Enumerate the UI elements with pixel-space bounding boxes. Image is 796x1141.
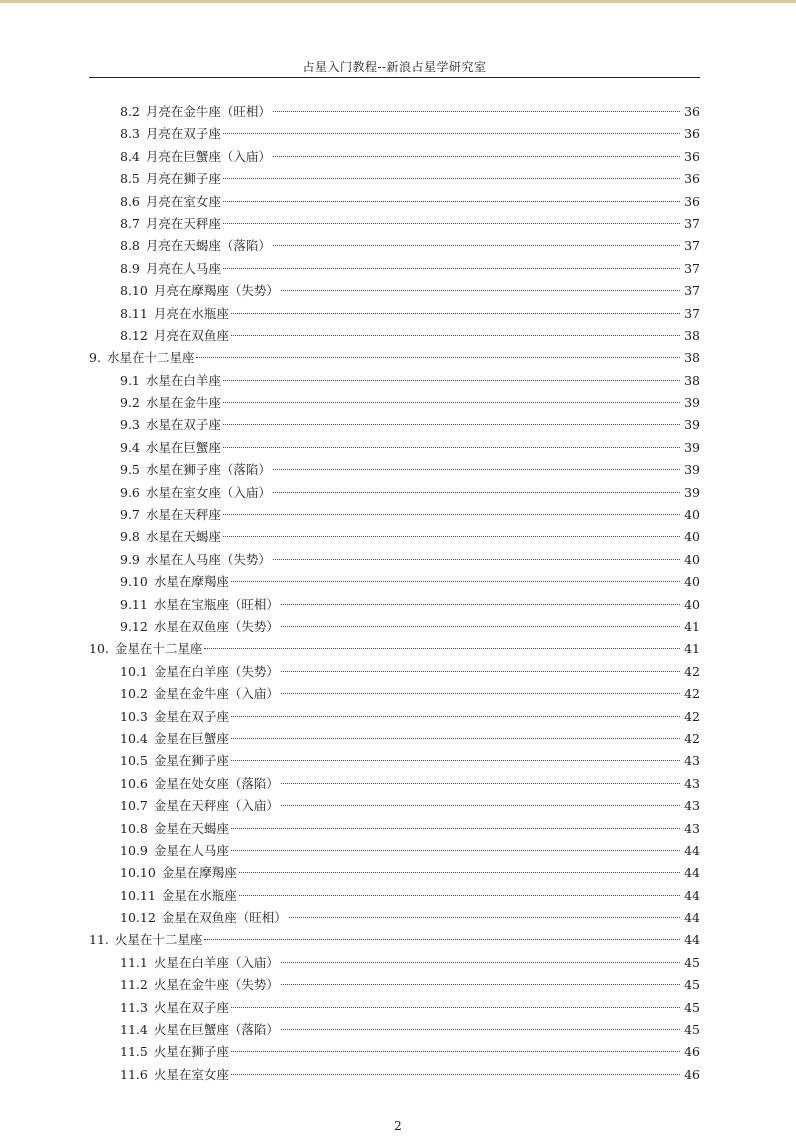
toc-section-entry[interactable] [89, 773, 700, 795]
toc-section-entry[interactable] [89, 1019, 700, 1041]
toc-entry-number: 8.7 [120, 215, 140, 231]
toc-entry-title: 水星在十二星座 [106, 350, 195, 366]
toc-entry-number: 9.2 [120, 395, 140, 411]
toc-entry-title: 火星在狮子座 [153, 1044, 229, 1060]
toc-section-entry[interactable] [89, 728, 700, 750]
toc-entry-title: 月亮在巨蟹座（入庙） [145, 148, 271, 164]
toc-entry-number: 9.9 [120, 551, 140, 567]
toc-entry-title: 月亮在天秤座 [145, 215, 221, 231]
toc-entry-title: 金星在人马座 [153, 842, 229, 858]
toc-dot-leader [281, 671, 680, 672]
toc-dot-leader [204, 939, 680, 940]
toc-entry-page: 44 [684, 910, 700, 926]
toc-entry-title: 水星在宝瓶座（旺相） [153, 596, 279, 612]
toc-entry-number: 11.5 [120, 1044, 148, 1060]
toc-dot-leader [281, 984, 680, 985]
toc-dot-leader [231, 828, 680, 829]
toc-dot-leader [281, 626, 680, 627]
toc-entry-number: 11.1 [120, 954, 148, 970]
toc-entry-number: 11.2 [120, 977, 148, 993]
toc-entry-number: 10. [89, 641, 109, 657]
toc-entry-number: 10.7 [120, 798, 148, 814]
toc-entry-page: 40 [684, 574, 700, 590]
toc-section-entry[interactable] [89, 437, 700, 459]
toc-dot-leader [196, 357, 680, 358]
toc-dot-leader [231, 1051, 680, 1052]
toc-section-entry[interactable] [89, 526, 700, 548]
toc-entry-page: 44 [684, 932, 700, 948]
toc-entry-page: 43 [684, 753, 700, 769]
toc-section-entry[interactable] [89, 952, 700, 974]
toc-section-entry[interactable] [89, 571, 700, 593]
toc-entry-title: 月亮在金牛座（旺相） [145, 104, 271, 119]
toc-dot-leader [281, 290, 680, 291]
toc-dot-leader [281, 783, 680, 784]
toc-entry-title: 金星在水瓶座 [161, 887, 237, 903]
toc-entry-number: 10.3 [120, 708, 148, 724]
toc-entry-title: 月亮在摩羯座（失势） [153, 283, 279, 299]
toc-section-entry[interactable] [89, 974, 700, 996]
toc-entry-page: 39 [684, 395, 700, 411]
toc-entry-page: 37 [684, 238, 700, 254]
toc-entry-number: 10.12 [120, 910, 156, 926]
toc-entry-number: 9.10 [120, 574, 148, 590]
toc-entry-number: 8.5 [120, 171, 140, 187]
toc-entry-title: 水星在室女座（入庙） [145, 484, 271, 500]
toc-entry-title: 火星在双子座 [153, 999, 229, 1015]
toc-chapter-entry[interactable] [89, 347, 700, 369]
toc-section-entry[interactable] [89, 258, 700, 280]
toc-entry-page: 44 [684, 865, 700, 881]
toc-section-entry[interactable] [89, 549, 700, 571]
toc-entry-number: 9.1 [120, 372, 140, 388]
toc-section-entry[interactable] [89, 706, 700, 728]
toc-dot-leader [273, 156, 680, 157]
toc-dot-leader [231, 335, 680, 336]
toc-entry-page: 36 [684, 171, 700, 187]
toc-entry-page: 36 [684, 148, 700, 164]
toc-entry-page: 39 [684, 439, 700, 455]
toc-dot-leader [231, 716, 680, 717]
toc-entry-number: 11. [89, 932, 109, 948]
toc-entry-page: 36 [684, 104, 700, 119]
toc-entry-number: 11.4 [120, 1022, 148, 1038]
toc-dot-leader [273, 111, 680, 112]
toc-entry-title: 水星在摩羯座 [153, 574, 229, 590]
toc-entry-title: 水星在天秤座 [145, 507, 221, 523]
toc-entry-number: 9.4 [120, 439, 140, 455]
header-divider [89, 77, 700, 78]
toc-entry-number: 9.6 [120, 484, 140, 500]
toc-entry-number: 8.9 [120, 260, 140, 276]
toc-entry-page: 46 [684, 1044, 700, 1060]
toc-section-entry[interactable] [89, 885, 700, 907]
toc-section-entry[interactable] [89, 683, 700, 705]
toc-dot-leader [239, 895, 680, 896]
toc-entry-number: 10.1 [120, 663, 148, 679]
toc-entry-page: 45 [684, 1022, 700, 1038]
toc-dot-leader [289, 917, 680, 918]
toc-entry-number: 10.11 [120, 887, 156, 903]
toc-entry-page: 45 [684, 954, 700, 970]
toc-entry-page: 42 [684, 663, 700, 679]
toc-entry-page: 38 [684, 350, 700, 366]
toc-entry-title: 金星在双子座 [153, 708, 229, 724]
toc-entry-title: 金星在处女座（落陷） [153, 775, 279, 791]
toc-entry-title: 金星在狮子座 [153, 753, 229, 769]
toc-section-entry[interactable] [89, 191, 700, 213]
toc-chapter-entry[interactable] [89, 929, 700, 951]
toc-section-entry[interactable] [89, 325, 700, 347]
toc-dot-leader [231, 738, 680, 739]
toc-dot-leader [231, 760, 680, 761]
toc-entry-page: 42 [684, 686, 700, 702]
toc-section-entry[interactable] [89, 414, 700, 436]
toc-section-entry[interactable] [89, 392, 700, 414]
toc-entry-title: 金星在双鱼座（旺相） [161, 910, 287, 926]
toc-section-entry[interactable] [89, 459, 700, 481]
toc-entry-number: 10.8 [120, 820, 148, 836]
toc-dot-leader [231, 1074, 680, 1075]
toc-dot-leader [204, 648, 680, 649]
toc-entry-number: 10.4 [120, 730, 148, 746]
toc-entry-title: 水星在双鱼座（失势） [153, 618, 279, 634]
toc-entry-page: 40 [684, 551, 700, 567]
toc-entry-title: 火星在金牛座（失势） [153, 977, 279, 993]
toc-dot-leader [223, 402, 680, 403]
toc-entry-page: 39 [684, 462, 700, 478]
toc-entry-number: 8.10 [120, 283, 148, 299]
toc-entry-page: 46 [684, 1066, 700, 1082]
toc-dot-leader [223, 380, 680, 381]
toc-dot-leader [223, 133, 680, 134]
toc-dot-leader [273, 469, 680, 470]
toc-entry-number: 10.6 [120, 775, 148, 791]
toc-entry-title: 月亮在室女座 [145, 193, 221, 209]
toc-entry-number: 10.10 [120, 865, 156, 881]
toc-entry-number: 11.6 [120, 1066, 148, 1082]
toc-entry-title: 水星在狮子座（落陷） [145, 462, 271, 478]
toc-dot-leader [223, 268, 680, 269]
toc-section-entry[interactable] [89, 168, 700, 190]
table-of-contents [89, 101, 700, 1086]
toc-section-entry[interactable] [89, 1064, 700, 1086]
toc-entry-title: 金星在白羊座（失势） [153, 663, 279, 679]
toc-dot-leader [273, 245, 680, 246]
toc-entry-number: 10.9 [120, 842, 148, 858]
toc-entry-title: 月亮在水瓶座 [153, 305, 229, 321]
toc-dot-leader [231, 850, 680, 851]
toc-section-entry[interactable] [89, 907, 700, 929]
toc-entry-number: 9.3 [120, 417, 140, 433]
toc-entry-page: 43 [684, 820, 700, 836]
toc-section-entry[interactable] [89, 235, 700, 257]
toc-entry-title: 水星在金牛座 [145, 395, 221, 411]
toc-entry-title: 水星在巨蟹座 [145, 439, 221, 455]
toc-entry-page: 42 [684, 708, 700, 724]
toc-dot-leader [231, 313, 680, 314]
toc-entry-title: 金星在十二星座 [114, 641, 203, 657]
toc-entry-title: 月亮在双子座 [145, 126, 221, 142]
toc-entry-title: 火星在白羊座（入庙） [153, 954, 279, 970]
toc-section-entry[interactable] [89, 818, 700, 840]
toc-entry-title: 金星在摩羯座 [161, 865, 237, 881]
toc-entry-number: 9.8 [120, 529, 140, 545]
toc-entry-title: 金星在巨蟹座 [153, 730, 229, 746]
toc-entry-page: 43 [684, 798, 700, 814]
toc-entry-page: 40 [684, 529, 700, 545]
toc-entry-number: 8.12 [120, 327, 148, 343]
page-number: 2 [394, 1119, 402, 1133]
toc-entry-title: 金星在天秤座（入庙） [153, 798, 279, 814]
toc-dot-leader [223, 201, 680, 202]
toc-dot-leader [281, 962, 680, 963]
toc-entry-page: 37 [684, 215, 700, 231]
toc-entry-title: 月亮在天蝎座（落陷） [145, 238, 271, 254]
toc-entry-number: 9.12 [120, 618, 148, 634]
toc-dot-leader [223, 178, 680, 179]
toc-dot-leader [223, 536, 680, 537]
toc-entry-page: 44 [684, 842, 700, 858]
top-decorative-rule [0, 0, 796, 3]
toc-dot-leader [223, 447, 680, 448]
toc-entry-number: 9. [89, 350, 101, 366]
toc-entry-page: 45 [684, 999, 700, 1015]
toc-dot-leader [239, 872, 680, 873]
toc-entry-page: 43 [684, 775, 700, 791]
toc-entry-page: 39 [684, 417, 700, 433]
toc-section-entry[interactable] [89, 1041, 700, 1063]
toc-entry-title: 水星在白羊座 [145, 372, 221, 388]
toc-section-entry[interactable] [89, 750, 700, 772]
toc-entry-number: 8.4 [120, 148, 140, 164]
toc-section-entry[interactable] [89, 101, 700, 123]
toc-entry-page: 45 [684, 977, 700, 993]
toc-entry-number: 8.3 [120, 126, 140, 142]
toc-section-entry[interactable] [89, 616, 700, 638]
toc-entry-page: 40 [684, 596, 700, 612]
toc-entry-number: 8.8 [120, 238, 140, 254]
toc-section-entry[interactable] [89, 482, 700, 504]
toc-entry-page: 37 [684, 283, 700, 299]
toc-entry-title: 月亮在双鱼座 [153, 327, 229, 343]
toc-entry-number: 8.2 [120, 104, 140, 119]
toc-entry-number: 9.7 [120, 507, 140, 523]
toc-dot-leader [231, 1007, 680, 1008]
toc-section-entry[interactable] [89, 840, 700, 862]
toc-section-entry[interactable] [89, 213, 700, 235]
toc-section-entry[interactable] [89, 280, 700, 302]
toc-entry-number: 10.2 [120, 686, 148, 702]
toc-section-entry[interactable] [89, 303, 700, 325]
toc-section-entry[interactable] [89, 370, 700, 392]
toc-entry-title: 火星在室女座 [153, 1066, 229, 1082]
toc-entry-page: 42 [684, 730, 700, 746]
toc-entry-title: 月亮在狮子座 [145, 171, 221, 187]
toc-entry-page: 38 [684, 327, 700, 343]
toc-dot-leader [281, 805, 680, 806]
toc-entry-page: 39 [684, 484, 700, 500]
toc-dot-leader [281, 693, 680, 694]
toc-dot-leader [281, 604, 680, 605]
toc-entry-number: 9.5 [120, 462, 140, 478]
toc-entry-page: 44 [684, 887, 700, 903]
toc-entry-number: 11.3 [120, 999, 148, 1015]
toc-section-entry[interactable] [89, 594, 700, 616]
toc-entry-title: 金星在金牛座（入庙） [153, 686, 279, 702]
toc-entry-page: 41 [684, 641, 700, 657]
toc-section-entry[interactable] [89, 862, 700, 884]
toc-entry-page: 37 [684, 260, 700, 276]
toc-entry-page: 37 [684, 305, 700, 321]
toc-entry-title: 金星在天蝎座 [153, 820, 229, 836]
toc-entry-title: 水星在双子座 [145, 417, 221, 433]
toc-section-entry[interactable] [89, 123, 700, 145]
toc-entry-title: 月亮在人马座 [145, 260, 221, 276]
toc-entry-page: 38 [684, 372, 700, 388]
toc-dot-leader [273, 492, 680, 493]
toc-entry-number: 9.11 [120, 596, 148, 612]
toc-entry-number: 10.5 [120, 753, 148, 769]
toc-entry-title: 水星在天蝎座 [145, 529, 221, 545]
toc-section-entry[interactable] [89, 795, 700, 817]
toc-section-entry[interactable] [89, 504, 700, 526]
toc-entry-title: 水星在人马座（失势） [145, 551, 271, 567]
toc-chapter-entry[interactable] [89, 638, 700, 660]
page-header-title: 占星入门教程--新浪占星学研究室 [302, 60, 487, 74]
toc-section-entry[interactable] [89, 146, 700, 168]
toc-dot-leader [231, 581, 680, 582]
toc-entry-page: 40 [684, 507, 700, 523]
toc-entry-title: 火星在十二星座 [114, 932, 203, 948]
toc-entry-page: 36 [684, 193, 700, 209]
toc-entry-page: 41 [684, 618, 700, 634]
toc-entry-page: 36 [684, 126, 700, 142]
toc-section-entry[interactable] [89, 997, 700, 1019]
toc-dot-leader [281, 1029, 680, 1030]
toc-entry-title: 火星在巨蟹座（落陷） [153, 1022, 279, 1038]
toc-dot-leader [273, 559, 680, 560]
toc-entry-number: 8.6 [120, 193, 140, 209]
toc-dot-leader [223, 424, 680, 425]
toc-dot-leader [223, 514, 680, 515]
toc-entry-number: 8.11 [120, 305, 148, 321]
toc-dot-leader [223, 223, 680, 224]
toc-section-entry[interactable] [89, 661, 700, 683]
